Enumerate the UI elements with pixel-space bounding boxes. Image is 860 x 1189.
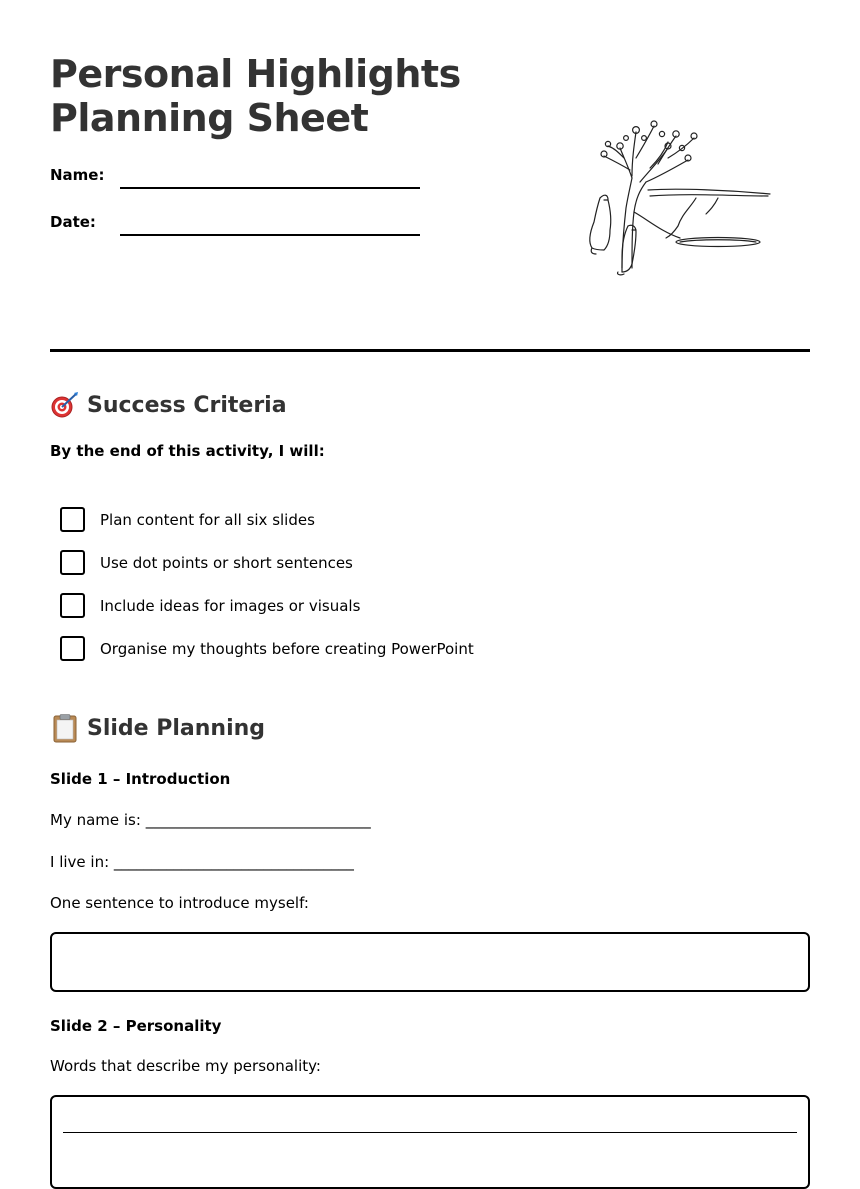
checkbox[interactable] [60, 550, 85, 575]
criteria-item-3[interactable] [60, 593, 360, 618]
success-criteria-intro: By the end of this activity, I will: [50, 442, 325, 460]
personality-answer-box[interactable] [50, 1095, 810, 1189]
personality-prompt: Words that describe my personality: [50, 1057, 321, 1075]
title-line-2: Planning Sheet [50, 96, 369, 140]
clipboard-icon [50, 713, 80, 743]
name-label: Name: [50, 166, 105, 184]
answer-rule [63, 1132, 797, 1133]
intro-answer-box[interactable] [50, 932, 810, 992]
checkbox[interactable] [60, 507, 85, 532]
target-icon [50, 390, 80, 420]
criteria-item-label: Plan content for all six slides [100, 510, 315, 529]
slide-1-title: Slide 1 – Introduction [50, 770, 231, 788]
name-field-line[interactable] [120, 187, 420, 189]
slide-2-title: Slide 2 – Personality [50, 1017, 222, 1035]
criteria-item-1[interactable] [60, 507, 315, 532]
intro-prompt: One sentence to introduce myself: [50, 894, 309, 912]
date-field-line[interactable] [120, 234, 420, 236]
date-label: Date: [50, 213, 96, 231]
slide-planning-heading-text: Slide Planning [87, 715, 266, 741]
success-criteria-heading [50, 390, 287, 420]
checkbox[interactable] [60, 636, 85, 661]
page-title [50, 52, 461, 140]
criteria-item-label: Include ideas for images or visuals [100, 596, 361, 615]
name-prompt[interactable]: My name is: ______________________________ [50, 811, 371, 829]
header-divider [50, 349, 810, 352]
criteria-item-2[interactable] [60, 550, 353, 575]
success-criteria-heading-text: Success Criteria [87, 392, 287, 418]
criteria-item-4[interactable] [60, 636, 474, 661]
criteria-item-label: Use dot points or short sentences [100, 553, 353, 572]
checkbox[interactable] [60, 593, 85, 618]
slide-planning-heading [50, 713, 265, 743]
live-prompt[interactable]: I live in: ________________________________ [50, 853, 354, 871]
criteria-item-label: Organise my thoughts before creating PowerPoint [100, 639, 474, 658]
tree-with-animals-illustration [578, 108, 778, 280]
title-line-1: Personal Highlights [50, 52, 461, 96]
